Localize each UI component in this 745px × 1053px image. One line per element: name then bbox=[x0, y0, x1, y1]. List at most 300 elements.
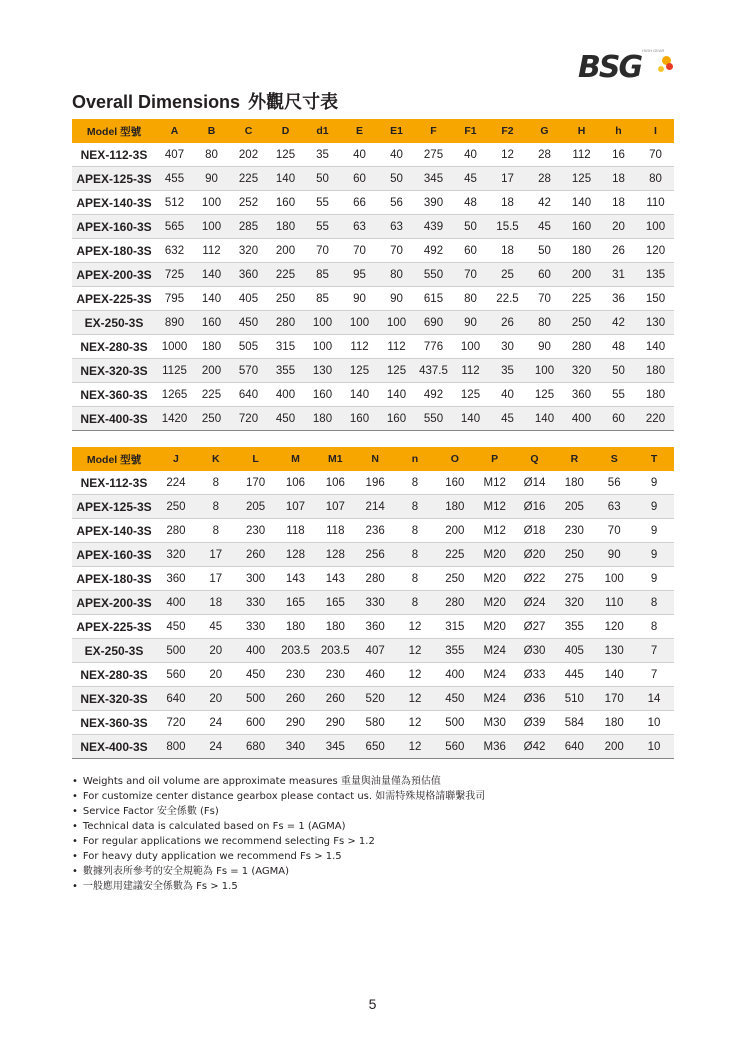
column-header: n bbox=[395, 447, 435, 471]
value-cell: 600 bbox=[236, 711, 276, 735]
value-cell: 26 bbox=[489, 311, 526, 335]
value-cell: 70 bbox=[594, 519, 634, 543]
value-cell: 720 bbox=[156, 711, 196, 735]
value-cell: 225 bbox=[230, 167, 267, 191]
dimensions-table-1 bbox=[72, 119, 674, 431]
value-cell: 24 bbox=[196, 735, 236, 759]
value-cell: 80 bbox=[378, 263, 415, 287]
column-header: T bbox=[634, 447, 674, 471]
value-cell: Ø42 bbox=[515, 735, 555, 759]
model-cell: APEX-160-3S bbox=[72, 543, 156, 567]
value-cell: 290 bbox=[315, 711, 355, 735]
value-cell: 9 bbox=[634, 519, 674, 543]
table-row bbox=[72, 615, 674, 639]
value-cell: 20 bbox=[196, 639, 236, 663]
value-cell: 26 bbox=[600, 239, 637, 263]
value-cell: 20 bbox=[600, 215, 637, 239]
value-cell: 17 bbox=[489, 167, 526, 191]
value-cell: M20 bbox=[475, 591, 515, 615]
column-header: Q bbox=[515, 447, 555, 471]
value-cell: 60 bbox=[341, 167, 378, 191]
value-cell: 9 bbox=[634, 471, 674, 495]
value-cell: 90 bbox=[526, 335, 563, 359]
value-cell: 160 bbox=[304, 383, 341, 407]
value-cell: 100 bbox=[594, 567, 634, 591]
value-cell: 8 bbox=[395, 591, 435, 615]
model-cell: NEX-112-3S bbox=[72, 471, 156, 495]
column-header: E1 bbox=[378, 119, 415, 143]
value-cell: 505 bbox=[230, 335, 267, 359]
value-cell: 80 bbox=[193, 143, 230, 167]
value-cell: 128 bbox=[315, 543, 355, 567]
value-cell: 70 bbox=[378, 239, 415, 263]
model-cell: APEX-125-3S bbox=[72, 167, 156, 191]
value-cell: 1000 bbox=[156, 335, 193, 359]
column-header: M bbox=[276, 447, 316, 471]
value-cell: 112 bbox=[193, 239, 230, 263]
model-cell: NEX-360-3S bbox=[72, 711, 156, 735]
value-cell: 565 bbox=[156, 215, 193, 239]
value-cell: 280 bbox=[355, 567, 395, 591]
value-cell: 7 bbox=[634, 663, 674, 687]
value-cell: 280 bbox=[435, 591, 475, 615]
value-cell: 56 bbox=[378, 191, 415, 215]
column-header: F1 bbox=[452, 119, 489, 143]
model-cell: NEX-112-3S bbox=[72, 143, 156, 167]
page-number: 5 bbox=[368, 996, 377, 1012]
value-cell: 66 bbox=[341, 191, 378, 215]
value-cell: 252 bbox=[230, 191, 267, 215]
value-cell: 35 bbox=[489, 359, 526, 383]
value-cell: 125 bbox=[341, 359, 378, 383]
value-cell: 632 bbox=[156, 239, 193, 263]
value-cell: 30 bbox=[489, 335, 526, 359]
value-cell: 200 bbox=[267, 239, 304, 263]
model-cell: NEX-280-3S bbox=[72, 335, 156, 359]
value-cell: 9 bbox=[634, 543, 674, 567]
value-cell: 17 bbox=[196, 543, 236, 567]
value-cell: 45 bbox=[489, 407, 526, 431]
model-cell: APEX-180-3S bbox=[72, 239, 156, 263]
value-cell: 112 bbox=[563, 143, 600, 167]
value-cell: 615 bbox=[415, 287, 452, 311]
table-row bbox=[72, 239, 674, 263]
value-cell: Ø14 bbox=[515, 471, 555, 495]
value-cell: 355 bbox=[554, 615, 594, 639]
logo-dot-red bbox=[666, 63, 673, 70]
column-header-model: Model 型號 bbox=[72, 447, 156, 471]
page-title bbox=[72, 88, 338, 114]
value-cell: 203.5 bbox=[315, 639, 355, 663]
column-header: D bbox=[267, 119, 304, 143]
value-cell: 55 bbox=[600, 383, 637, 407]
value-cell: 8 bbox=[196, 471, 236, 495]
value-cell: 180 bbox=[276, 615, 316, 639]
model-cell: NEX-400-3S bbox=[72, 407, 156, 431]
value-cell: 260 bbox=[315, 687, 355, 711]
value-cell: Ø24 bbox=[515, 591, 555, 615]
value-cell: 214 bbox=[355, 495, 395, 519]
note-item: • Weights and oil volume are approximate measures 重量與油量僅為預估值 bbox=[72, 774, 485, 789]
value-cell: 360 bbox=[156, 567, 196, 591]
column-header: G bbox=[526, 119, 563, 143]
value-cell: 165 bbox=[276, 591, 316, 615]
value-cell: 135 bbox=[637, 263, 674, 287]
value-cell: 450 bbox=[236, 663, 276, 687]
table-row bbox=[72, 167, 674, 191]
value-cell: 18 bbox=[600, 191, 637, 215]
table-row bbox=[72, 383, 674, 407]
value-cell: 492 bbox=[415, 239, 452, 263]
value-cell: M20 bbox=[475, 615, 515, 639]
value-cell: 118 bbox=[276, 519, 316, 543]
value-cell: 580 bbox=[355, 711, 395, 735]
value-cell: 320 bbox=[230, 239, 267, 263]
value-cell: 500 bbox=[435, 711, 475, 735]
bsg-logo bbox=[578, 48, 678, 84]
value-cell: 200 bbox=[193, 359, 230, 383]
value-cell: 85 bbox=[304, 287, 341, 311]
value-cell: 224 bbox=[156, 471, 196, 495]
value-cell: 56 bbox=[594, 471, 634, 495]
value-cell: 125 bbox=[378, 359, 415, 383]
value-cell: 400 bbox=[156, 591, 196, 615]
value-cell: 12 bbox=[395, 687, 435, 711]
value-cell: 330 bbox=[355, 591, 395, 615]
value-cell: 107 bbox=[315, 495, 355, 519]
note-item: • For heavy duty application we recommend Fs > 1.5 bbox=[72, 849, 485, 864]
table-row bbox=[72, 143, 674, 167]
value-cell: 250 bbox=[554, 543, 594, 567]
value-cell: 140 bbox=[594, 663, 634, 687]
value-cell: 100 bbox=[193, 215, 230, 239]
value-cell: 140 bbox=[341, 383, 378, 407]
value-cell: 280 bbox=[156, 519, 196, 543]
value-cell: 170 bbox=[594, 687, 634, 711]
column-header: d1 bbox=[304, 119, 341, 143]
value-cell: 520 bbox=[355, 687, 395, 711]
value-cell: 400 bbox=[267, 383, 304, 407]
table-row bbox=[72, 711, 674, 735]
value-cell: 180 bbox=[267, 215, 304, 239]
value-cell: 45 bbox=[526, 215, 563, 239]
column-header: I bbox=[637, 119, 674, 143]
value-cell: 140 bbox=[193, 263, 230, 287]
value-cell: 250 bbox=[193, 407, 230, 431]
value-cell: 31 bbox=[600, 263, 637, 287]
value-cell: 407 bbox=[156, 143, 193, 167]
column-header: K bbox=[196, 447, 236, 471]
title-en: Overall Dimensions bbox=[72, 92, 241, 112]
value-cell: 492 bbox=[415, 383, 452, 407]
value-cell: 42 bbox=[600, 311, 637, 335]
value-cell: 500 bbox=[236, 687, 276, 711]
value-cell: 640 bbox=[230, 383, 267, 407]
value-cell: 8 bbox=[196, 495, 236, 519]
value-cell: 400 bbox=[236, 639, 276, 663]
value-cell: 100 bbox=[193, 191, 230, 215]
note-item: • Service Factor 安全係數 (Fs) bbox=[72, 804, 485, 819]
value-cell: Ø36 bbox=[515, 687, 555, 711]
value-cell: 16 bbox=[600, 143, 637, 167]
value-cell: 225 bbox=[563, 287, 600, 311]
value-cell: 17 bbox=[196, 567, 236, 591]
value-cell: 12 bbox=[395, 711, 435, 735]
column-header: S bbox=[594, 447, 634, 471]
value-cell: 55 bbox=[304, 191, 341, 215]
model-cell: APEX-125-3S bbox=[72, 495, 156, 519]
value-cell: 50 bbox=[304, 167, 341, 191]
value-cell: 20 bbox=[196, 687, 236, 711]
column-header: C bbox=[230, 119, 267, 143]
value-cell: 450 bbox=[230, 311, 267, 335]
value-cell: 355 bbox=[435, 639, 475, 663]
value-cell: 18 bbox=[489, 191, 526, 215]
value-cell: 1125 bbox=[156, 359, 193, 383]
value-cell: 60 bbox=[600, 407, 637, 431]
logo-tagline: HIGH GEAR bbox=[642, 48, 665, 53]
value-cell: M20 bbox=[475, 543, 515, 567]
column-header: O bbox=[435, 447, 475, 471]
value-cell: 725 bbox=[156, 263, 193, 287]
value-cell: 125 bbox=[452, 383, 489, 407]
value-cell: 40 bbox=[452, 143, 489, 167]
value-cell: 230 bbox=[236, 519, 276, 543]
value-cell: 680 bbox=[236, 735, 276, 759]
value-cell: Ø20 bbox=[515, 543, 555, 567]
table-row bbox=[72, 639, 674, 663]
value-cell: M12 bbox=[475, 519, 515, 543]
value-cell: 230 bbox=[315, 663, 355, 687]
value-cell: 8 bbox=[395, 567, 435, 591]
value-cell: Ø27 bbox=[515, 615, 555, 639]
value-cell: 450 bbox=[435, 687, 475, 711]
value-cell: 143 bbox=[276, 567, 316, 591]
value-cell: 120 bbox=[594, 615, 634, 639]
value-cell: 584 bbox=[554, 711, 594, 735]
value-cell: 8 bbox=[395, 495, 435, 519]
value-cell: 28 bbox=[526, 167, 563, 191]
logo-text: BSG bbox=[578, 50, 642, 85]
value-cell: 112 bbox=[378, 335, 415, 359]
dimensions-table-2 bbox=[72, 447, 674, 759]
value-cell: 130 bbox=[594, 639, 634, 663]
value-cell: 118 bbox=[315, 519, 355, 543]
notes-list bbox=[72, 774, 485, 894]
value-cell: 60 bbox=[526, 263, 563, 287]
value-cell: 220 bbox=[637, 407, 674, 431]
model-cell: APEX-225-3S bbox=[72, 287, 156, 311]
value-cell: 12 bbox=[489, 143, 526, 167]
value-cell: 160 bbox=[435, 471, 475, 495]
value-cell: 63 bbox=[341, 215, 378, 239]
value-cell: 800 bbox=[156, 735, 196, 759]
value-cell: 50 bbox=[452, 215, 489, 239]
value-cell: 345 bbox=[415, 167, 452, 191]
value-cell: 160 bbox=[341, 407, 378, 431]
value-cell: 405 bbox=[230, 287, 267, 311]
note-item: • For regular applications we recommend selecting Fs > 1.2 bbox=[72, 834, 485, 849]
value-cell: 140 bbox=[193, 287, 230, 311]
value-cell: Ø18 bbox=[515, 519, 555, 543]
value-cell: 320 bbox=[156, 543, 196, 567]
column-header: F2 bbox=[489, 119, 526, 143]
value-cell: 202 bbox=[230, 143, 267, 167]
column-header: P bbox=[475, 447, 515, 471]
table-header-row bbox=[72, 119, 674, 143]
value-cell: 112 bbox=[341, 335, 378, 359]
value-cell: 48 bbox=[600, 335, 637, 359]
value-cell: 180 bbox=[637, 359, 674, 383]
model-cell: APEX-200-3S bbox=[72, 263, 156, 287]
value-cell: 720 bbox=[230, 407, 267, 431]
value-cell: 90 bbox=[378, 287, 415, 311]
value-cell: 70 bbox=[637, 143, 674, 167]
value-cell: 100 bbox=[304, 311, 341, 335]
value-cell: 35 bbox=[304, 143, 341, 167]
value-cell: 100 bbox=[378, 311, 415, 335]
value-cell: 460 bbox=[355, 663, 395, 687]
value-cell: 1420 bbox=[156, 407, 193, 431]
value-cell: 405 bbox=[554, 639, 594, 663]
value-cell: 260 bbox=[236, 543, 276, 567]
value-cell: 140 bbox=[526, 407, 563, 431]
value-cell: 200 bbox=[594, 735, 634, 759]
value-cell: 125 bbox=[267, 143, 304, 167]
value-cell: 285 bbox=[230, 215, 267, 239]
column-header: h bbox=[600, 119, 637, 143]
value-cell: 550 bbox=[415, 407, 452, 431]
value-cell: 70 bbox=[526, 287, 563, 311]
value-cell: 355 bbox=[267, 359, 304, 383]
value-cell: 180 bbox=[637, 383, 674, 407]
value-cell: 110 bbox=[594, 591, 634, 615]
value-cell: 340 bbox=[276, 735, 316, 759]
value-cell: 560 bbox=[435, 735, 475, 759]
value-cell: 250 bbox=[435, 567, 475, 591]
value-cell: 90 bbox=[452, 311, 489, 335]
value-cell: 330 bbox=[236, 615, 276, 639]
value-cell: 560 bbox=[156, 663, 196, 687]
value-cell: 50 bbox=[526, 239, 563, 263]
value-cell: 14 bbox=[634, 687, 674, 711]
value-cell: 10 bbox=[634, 735, 674, 759]
value-cell: 45 bbox=[452, 167, 489, 191]
column-header: J bbox=[156, 447, 196, 471]
value-cell: 345 bbox=[315, 735, 355, 759]
value-cell: 12 bbox=[395, 639, 435, 663]
value-cell: 90 bbox=[341, 287, 378, 311]
value-cell: 48 bbox=[452, 191, 489, 215]
value-cell: 225 bbox=[435, 543, 475, 567]
value-cell: 112 bbox=[452, 359, 489, 383]
value-cell: 360 bbox=[563, 383, 600, 407]
value-cell: 40 bbox=[341, 143, 378, 167]
value-cell: 180 bbox=[193, 335, 230, 359]
value-cell: 455 bbox=[156, 167, 193, 191]
value-cell: 90 bbox=[594, 543, 634, 567]
value-cell: 8 bbox=[395, 471, 435, 495]
value-cell: 9 bbox=[634, 495, 674, 519]
model-cell: APEX-200-3S bbox=[72, 591, 156, 615]
value-cell: 320 bbox=[563, 359, 600, 383]
value-cell: 180 bbox=[304, 407, 341, 431]
value-cell: 250 bbox=[267, 287, 304, 311]
value-cell: 80 bbox=[526, 311, 563, 335]
value-cell: 512 bbox=[156, 191, 193, 215]
value-cell: 570 bbox=[230, 359, 267, 383]
value-cell: 160 bbox=[193, 311, 230, 335]
value-cell: Ø39 bbox=[515, 711, 555, 735]
value-cell: M24 bbox=[475, 687, 515, 711]
value-cell: 106 bbox=[276, 471, 316, 495]
value-cell: 63 bbox=[594, 495, 634, 519]
value-cell: 165 bbox=[315, 591, 355, 615]
value-cell: 25 bbox=[489, 263, 526, 287]
table-row bbox=[72, 407, 674, 431]
note-item: • For customize center distance gearbox please contact us. 如需特殊規格請聯繫我司 bbox=[72, 789, 485, 804]
value-cell: 18 bbox=[489, 239, 526, 263]
value-cell: 160 bbox=[563, 215, 600, 239]
column-header: A bbox=[156, 119, 193, 143]
note-item: • Technical data is calculated based on Fs = 1 (AGMA) bbox=[72, 819, 485, 834]
table-row bbox=[72, 735, 674, 759]
column-header: F bbox=[415, 119, 452, 143]
value-cell: Ø30 bbox=[515, 639, 555, 663]
column-header: B bbox=[193, 119, 230, 143]
column-header-model: Model 型號 bbox=[72, 119, 156, 143]
table-header-row bbox=[72, 447, 674, 471]
value-cell: 130 bbox=[637, 311, 674, 335]
model-cell: EX-250-3S bbox=[72, 639, 156, 663]
value-cell: 500 bbox=[156, 639, 196, 663]
value-cell: 70 bbox=[341, 239, 378, 263]
value-cell: 170 bbox=[236, 471, 276, 495]
table-row bbox=[72, 311, 674, 335]
value-cell: 510 bbox=[554, 687, 594, 711]
value-cell: 100 bbox=[526, 359, 563, 383]
table-row bbox=[72, 359, 674, 383]
value-cell: 180 bbox=[435, 495, 475, 519]
value-cell: 100 bbox=[341, 311, 378, 335]
table-row bbox=[72, 335, 674, 359]
value-cell: 640 bbox=[554, 735, 594, 759]
table-row bbox=[72, 471, 674, 495]
table-row bbox=[72, 567, 674, 591]
value-cell: 60 bbox=[452, 239, 489, 263]
model-cell: NEX-400-3S bbox=[72, 735, 156, 759]
value-cell: 8 bbox=[395, 519, 435, 543]
value-cell: M12 bbox=[475, 495, 515, 519]
note-item: • 數據列表所參考的安全規範為 Fs = 1 (AGMA) bbox=[72, 864, 485, 879]
value-cell: 8 bbox=[196, 519, 236, 543]
model-cell: APEX-160-3S bbox=[72, 215, 156, 239]
value-cell: 230 bbox=[554, 519, 594, 543]
table-row bbox=[72, 519, 674, 543]
value-cell: 196 bbox=[355, 471, 395, 495]
value-cell: 280 bbox=[563, 335, 600, 359]
note-item: • 一般應用建議安全係數為 Fs > 1.5 bbox=[72, 879, 485, 894]
value-cell: 125 bbox=[526, 383, 563, 407]
value-cell: M24 bbox=[475, 639, 515, 663]
model-cell: APEX-180-3S bbox=[72, 567, 156, 591]
value-cell: 180 bbox=[554, 471, 594, 495]
value-cell: 80 bbox=[452, 287, 489, 311]
value-cell: 80 bbox=[637, 167, 674, 191]
value-cell: 45 bbox=[196, 615, 236, 639]
value-cell: 230 bbox=[276, 663, 316, 687]
value-cell: M30 bbox=[475, 711, 515, 735]
